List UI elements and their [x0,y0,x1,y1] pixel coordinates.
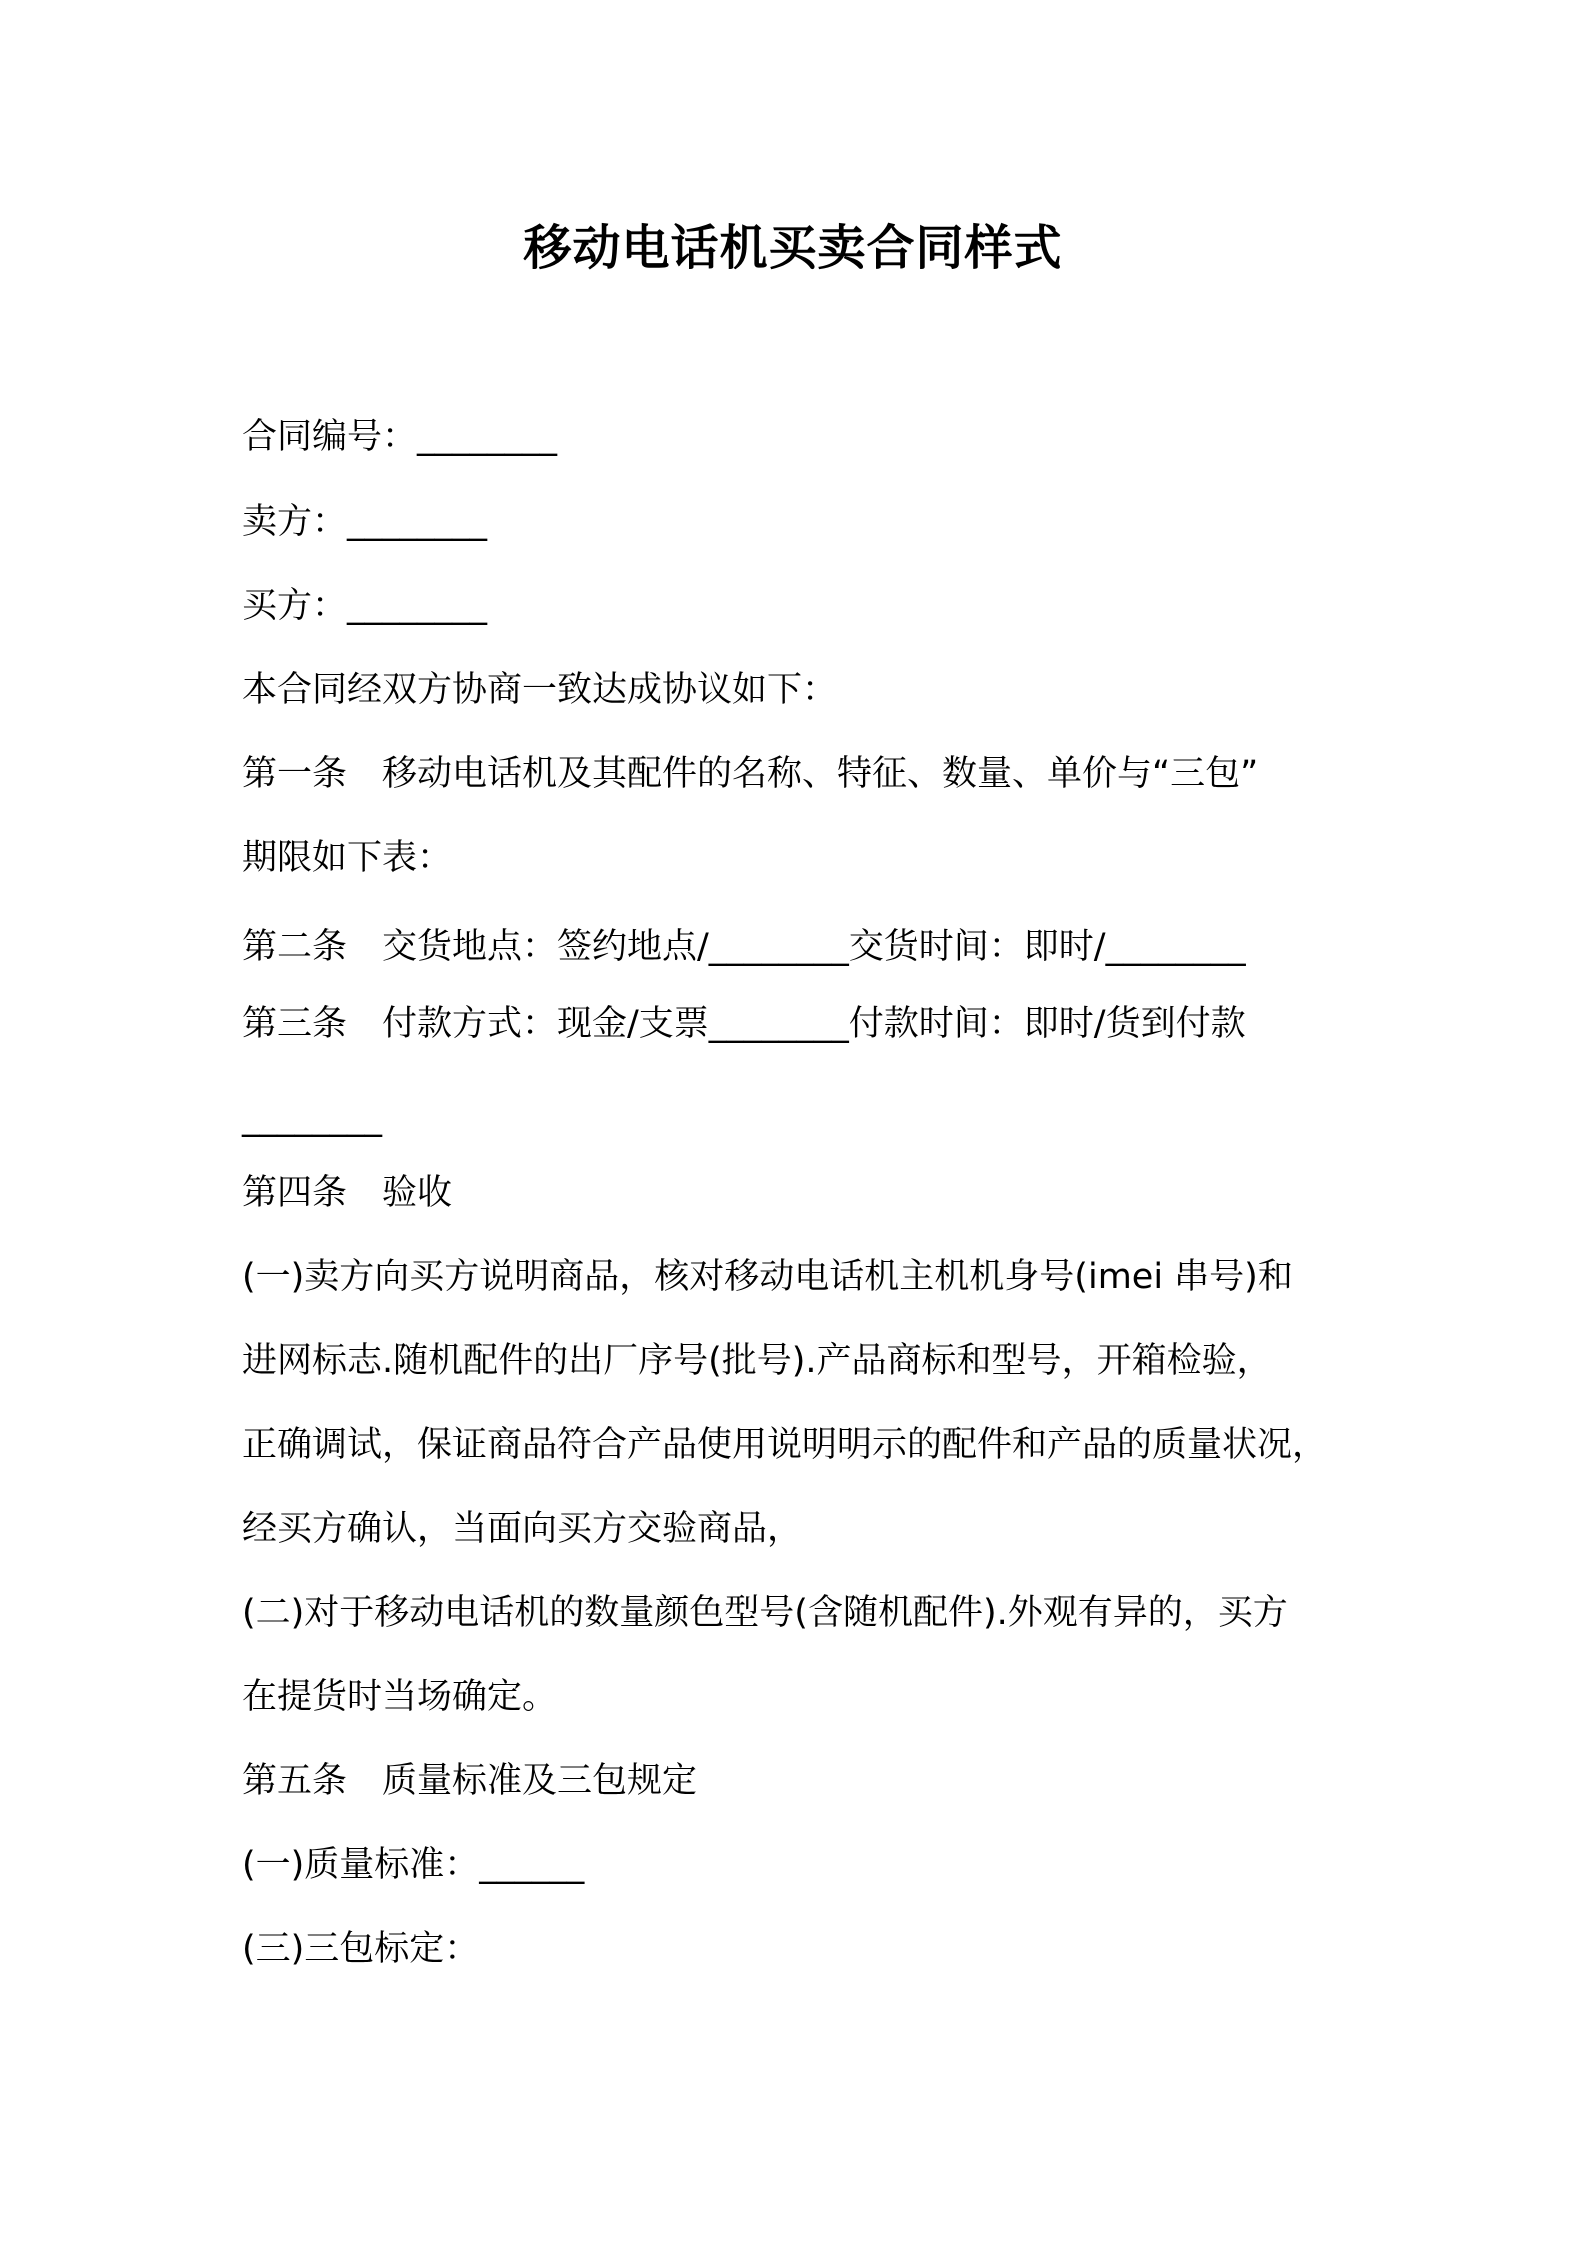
article-3-line-2: ________ [242,1098,382,1138]
buyer-line: 买方：________ [242,586,488,626]
contract-number-line: 合同编号：________ [242,417,558,457]
article-1-line-1: 第一条 移动电话机及其配件的名称、特征、数量、单价与“三包” [242,754,1259,794]
article-3-line-1: 第三条 付款方式：现金/支票________付款时间：即时/货到付款 [242,1004,1246,1044]
article-4-clause-2-line-2: 在提货时当场确定。 [242,1677,558,1717]
article-4-clause-1-line-4: 经买方确认，当面向买方交验商品， [242,1509,803,1549]
article-5-clause-3: (三)三包标定： [242,1929,480,1969]
article-4-heading: 第四条 验收 [242,1173,453,1213]
article-5-heading: 第五条 质量标准及三包规定 [242,1761,698,1801]
article-4-clause-1-line-2: 进网标志.随机配件的出厂序号(批号).产品商标和型号，开箱检验， [242,1341,1272,1381]
article-4-clause-2-line-1: (二)对于移动电话机的数量颜色型号(含随机配件).外观有异的，买方 [242,1593,1288,1633]
document-title: 移动电话机买卖合同样式 [523,220,1063,276]
article-4-clause-1-line-3: 正确调试，保证商品符合产品使用说明明示的配件和产品的质量状况， [242,1425,1328,1465]
article-4-clause-1-line-1: (一)卖方向买方说明商品，核对移动电话机主机机身号(imei 串号)和 [242,1257,1293,1297]
seller-line: 卖方：________ [242,502,488,542]
article-1-line-2: 期限如下表： [242,838,453,878]
article-2-line: 第二条 交货地点：签约地点/________交货时间：即时/________ [242,927,1246,967]
agreement-intro: 本合同经双方协商一致达成协议如下： [242,670,838,710]
article-5-clause-1: (一)质量标准：______ [242,1845,585,1885]
